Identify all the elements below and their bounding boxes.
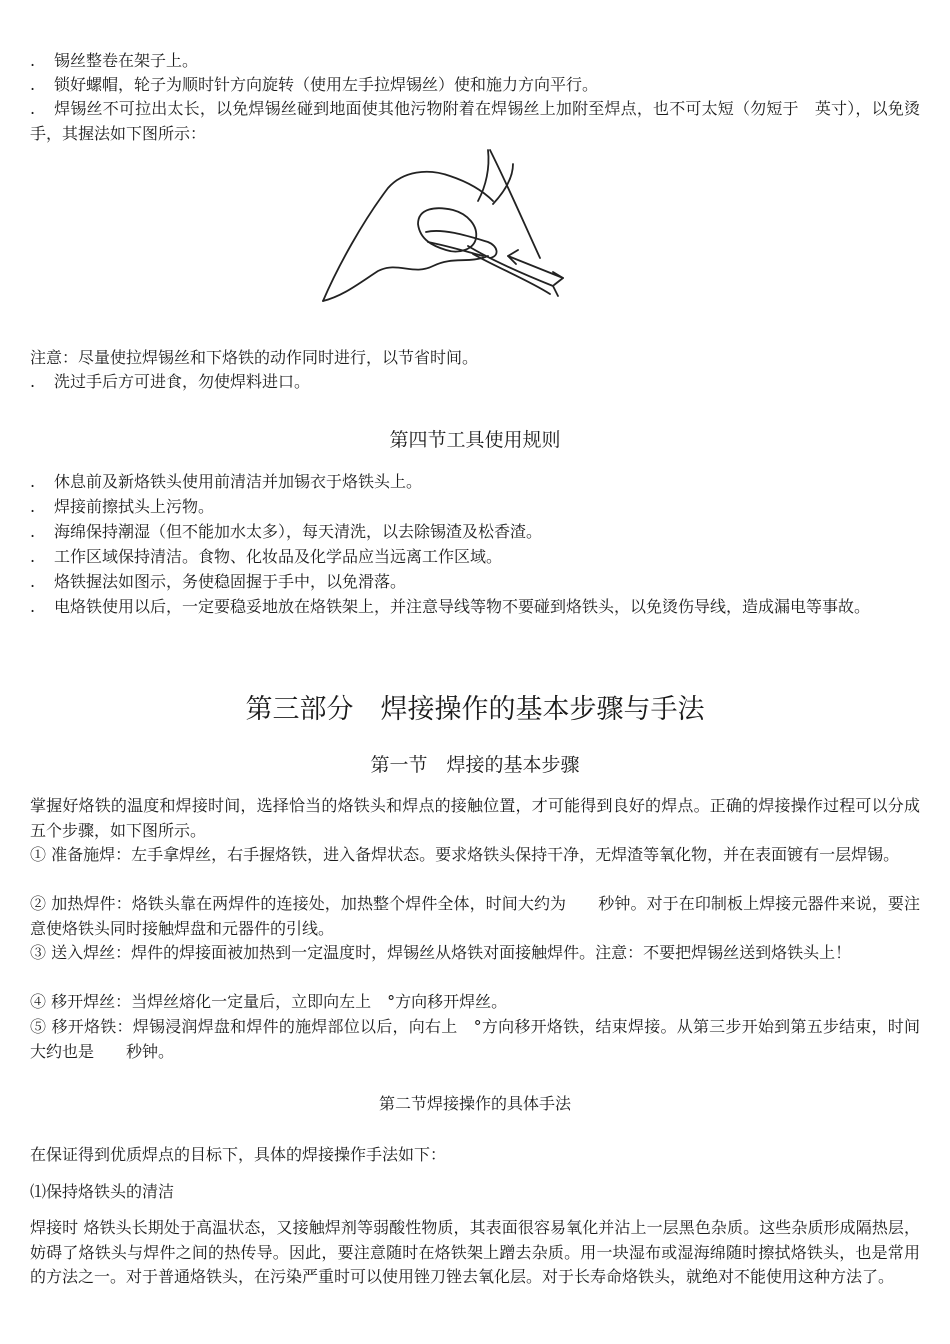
step-item: ② 加热焊件：烙铁头靠在两焊件的连接处，加热整个焊件全体，时间大约为 秒钟。对于在印制板上焊接元器件来说，要注意使烙铁头同时接触焊盘和元器件的引线。 — [30, 894, 920, 938]
note-text: 注意：尽量使拉焊锡丝和下烙铁的动作同时进行，以节省时间。 — [30, 348, 479, 367]
bullet-mark: . — [30, 472, 36, 491]
bullet-mark: . — [30, 572, 36, 591]
step-item: ③ 送入焊丝：焊件的焊接面被加热到一定温度时，焊锡丝从烙铁对面接触焊件。注意：不要把焊锡丝送到烙铁头上！ — [30, 943, 852, 962]
bullet-item: . 锁好螺帽，轮子为顺时针方向旋转（使用左手拉焊锡丝）使和施力方向平行。 — [30, 73, 920, 97]
bullet-item: . 休息前及新烙铁头使用前清洁并加锡衣于烙铁头上。 — [30, 470, 920, 494]
step-item: ⑤ 移开烙铁：焊锡浸润焊盘和焊件的施焊部位以后，向右上 °方向移开烙铁，结束焊接。从第三步开始到第五步结束，时间大约也是 秒钟。 — [30, 1017, 920, 1061]
section2-intro: 在保证得到优质焊点的目标下，具体的焊接操作手法如下： — [30, 1145, 447, 1164]
part3-section2-title: 第二节焊接操作的具体手法 — [378, 1094, 571, 1113]
step-item: ① 准备施焊：左手拿焊丝，右手握烙铁，进入备焊状态。要求烙铁头保持干净，无焊渣等氧化物，并在表面镀有一层焊锡。 — [30, 845, 900, 864]
bullet-mark: . — [30, 99, 36, 118]
bullet-mark: . — [30, 597, 36, 616]
bullet-item: . 烙铁握法如图示，务使稳固握于手中，以免滑落。 — [30, 570, 920, 594]
section1-intro: 掌握好烙铁的温度和焊接时间，选择恰当的烙铁头和焊点的接触位置，才可能得到良好的焊点。正确的焊接操作过程可以分成五个步骤，如下图所示。 — [30, 796, 920, 840]
bullet-mark: . — [30, 547, 36, 566]
bullet-item: . 海绵保持潮湿（但不能加水太多），每天清洗，以去除锡渣及松香渣。 — [30, 520, 920, 544]
step-item: ④ 移开焊丝：当焊丝熔化一定量后，立即向左上 °方向移开焊丝。 — [30, 992, 508, 1011]
bullet-item: . 电烙铁使用以后，一定要稳妥地放在烙铁架上，并注意导线等物不要碰到烙铁头，以免烫伤导线，造成漏电等事故。 — [30, 595, 920, 620]
bullet-mark: . — [30, 372, 36, 391]
bullet-item: . 锡丝整卷在架子上。 — [30, 49, 920, 73]
part3-title: 第三部分 焊接操作的基本步骤与手法 — [245, 694, 705, 725]
bullet-item: . 焊接前擦拭头上污物。 — [30, 495, 920, 519]
bullet-item: . 焊锡丝不可拉出太长，以免焊锡丝碰到地面使其他污物附着在焊锡丝上加附至焊点，也不可太短（勿短于 英寸），以免烫手，其握法如下图所示： — [30, 99, 920, 143]
section2-item1-title: ⑴保持烙铁头的清洁 — [30, 1182, 175, 1201]
bullet-mark: . — [30, 522, 36, 541]
bullet-mark: . — [30, 497, 36, 516]
section2-item1-body: 焊接时 烙铁头长期处于高温状态，又接触焊剂等弱酸性物质，其表面很容易氧化并沾上一层黑色杂质。这些杂质形成隔热层，妨碍了烙铁头与焊件之间的热传导。因此，要注意随时在烙铁架上蹭去杂质。用一块湿布或湿海绵随时擦拭烙铁头，也是常用的方法之一。对于普通烙铁头，在污染严重时可以使用锉刀锉去氧化层。对于长寿命烙铁头，就绝对不能使用这种方法了。 — [30, 1218, 920, 1286]
bullet-item: . 洗过手后方可进食，勿使焊料进口。 — [30, 370, 920, 394]
hand-holding-solder-wire-figure — [318, 146, 578, 308]
bullet-item: . 工作区域保持清洁。食物、化妆品及化学品应当远离工作区域。 — [30, 545, 920, 569]
bullet-mark: . — [30, 51, 36, 70]
bullet-mark: . — [30, 75, 36, 94]
section4-title: 第四节工具使用规则 — [389, 429, 561, 451]
part3-section1-title: 第一节 焊接的基本步骤 — [370, 754, 580, 776]
